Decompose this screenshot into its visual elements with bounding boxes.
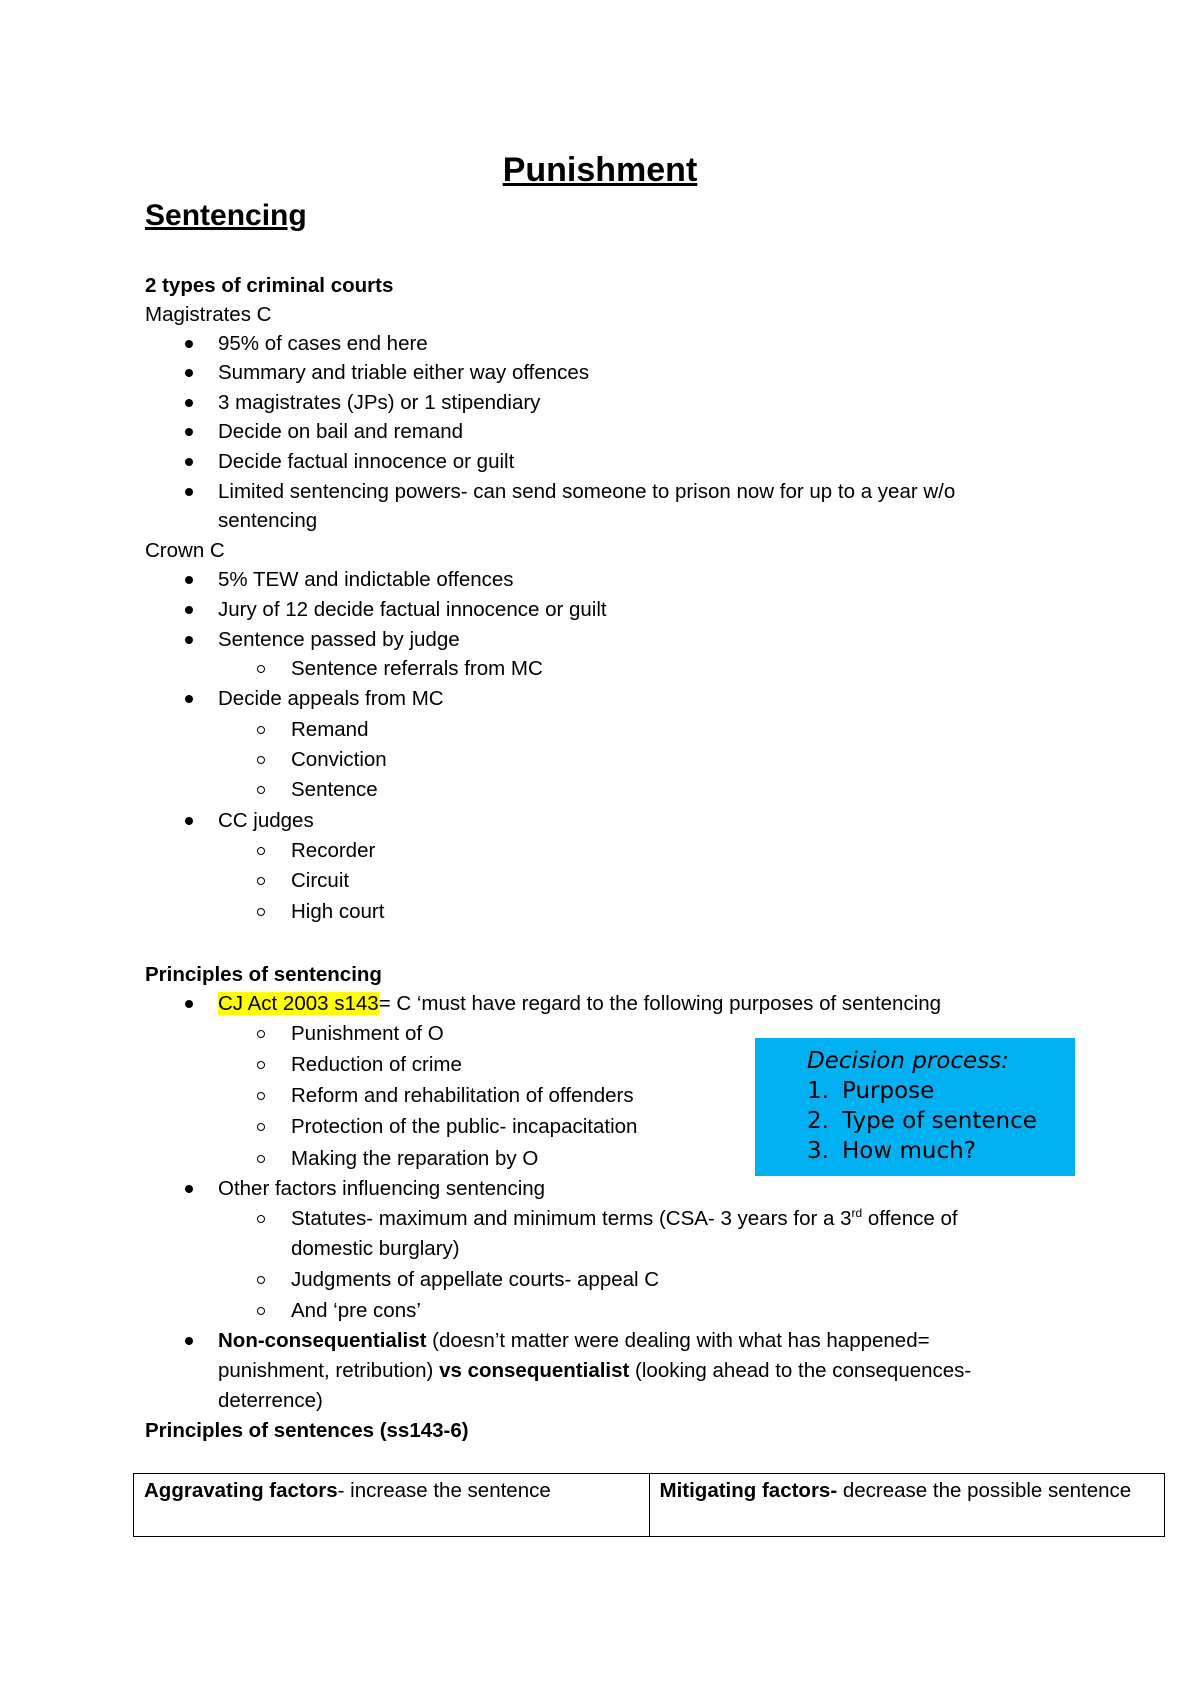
list-item: Summary and triable either way offences bbox=[218, 361, 590, 384]
continuation-text: punishment, retribution) bbox=[218, 1359, 440, 1382]
factors-table bbox=[133, 1473, 1165, 1537]
bullet-icon bbox=[185, 695, 193, 703]
bullet-icon bbox=[185, 340, 193, 348]
cj-act-text: = C ‘must have regard to the following purposes of sentencing bbox=[378, 992, 942, 1015]
bullet-icon bbox=[185, 1000, 193, 1008]
bullet-icon bbox=[185, 369, 193, 377]
sub-list-item: Punishment of O bbox=[291, 1022, 444, 1045]
statutes-text: Statutes- maximum and minimum terms (CSA- 3 years for a 3 bbox=[291, 1207, 852, 1230]
consequentialist-term: consequentialist bbox=[467, 1359, 630, 1382]
callout-title: Decision process: bbox=[807, 1048, 1009, 1074]
callout-item bbox=[807, 1106, 1075, 1136]
aggravating-text: - increase the sentence bbox=[337, 1479, 551, 1502]
callout-item bbox=[807, 1076, 1075, 1106]
sub-bullet-icon bbox=[257, 1123, 265, 1131]
list-item-continuation bbox=[218, 1356, 971, 1385]
bullet-icon bbox=[185, 1185, 193, 1193]
list-item: 5% TEW and indictable offences bbox=[218, 568, 514, 591]
mitigating-cell bbox=[649, 1474, 1165, 1537]
cj-act-highlight: CJ Act 2003 s143 bbox=[218, 992, 379, 1015]
sub-bullet-icon bbox=[257, 1215, 265, 1223]
list-item: Sentence passed by judge bbox=[218, 628, 460, 651]
sub-list-item: Circuit bbox=[291, 869, 350, 892]
list-item: Decide appeals from MC bbox=[218, 687, 444, 710]
sub-list-item: Remand bbox=[291, 718, 369, 741]
sub-bullet-icon bbox=[257, 665, 265, 673]
aggravating-cell bbox=[134, 1474, 650, 1537]
list-item-continuation: sentencing bbox=[218, 509, 318, 532]
list-item: 95% of cases end here bbox=[218, 332, 428, 355]
bullet-icon bbox=[185, 606, 193, 614]
callout-item-text: Type of sentence bbox=[842, 1108, 1037, 1134]
sub-list-item: And ‘pre cons’ bbox=[291, 1299, 421, 1322]
callout-item-number: 2. bbox=[807, 1108, 829, 1134]
sub-bullet-icon bbox=[257, 1276, 265, 1284]
bullet-icon bbox=[185, 488, 193, 496]
sub-list-item: Making the reparation by O bbox=[291, 1147, 539, 1170]
bullet-icon bbox=[185, 428, 193, 436]
bullet-icon bbox=[185, 458, 193, 466]
sub-bullet-icon bbox=[257, 877, 265, 885]
callout-item bbox=[807, 1136, 1075, 1166]
table-row bbox=[134, 1474, 1165, 1537]
principles-heading: Principles of sentencing bbox=[145, 963, 382, 986]
crown-label: Crown C bbox=[145, 539, 225, 562]
callout-item-number: 1. bbox=[807, 1078, 829, 1104]
sub-bullet-icon bbox=[257, 756, 265, 764]
sub-bullet-icon bbox=[257, 1307, 265, 1315]
bullet-icon bbox=[185, 576, 193, 584]
ordinal-superscript: rd bbox=[851, 1206, 863, 1221]
callout-item-text: How much? bbox=[842, 1138, 976, 1164]
sub-list-item: Recorder bbox=[291, 839, 376, 862]
page-title: Punishment bbox=[502, 151, 698, 189]
mitigating-text: decrease the possible sentence bbox=[837, 1479, 1132, 1502]
non-consequentialist-text: (doesn’t matter were dealing with what has happened= bbox=[426, 1329, 930, 1352]
sub-list-item: Sentence bbox=[291, 778, 378, 801]
sub-bullet-icon bbox=[257, 908, 265, 916]
sub-list-item: Protection of the public- incapacitation bbox=[291, 1115, 638, 1138]
list-item: Limited sentencing powers- can send someone to prison now for up to a year w/o bbox=[218, 480, 956, 503]
magistrates-label: Magistrates C bbox=[145, 303, 272, 326]
sub-bullet-icon bbox=[257, 726, 265, 734]
bullet-icon bbox=[185, 1337, 193, 1345]
list-item bbox=[218, 989, 941, 1018]
statutes-text-end: offence of bbox=[862, 1207, 958, 1230]
list-item: Decide on bail and remand bbox=[218, 420, 464, 443]
sub-bullet-icon bbox=[257, 1061, 265, 1069]
consequentialist-text: (looking ahead to the consequences- bbox=[629, 1359, 972, 1382]
vs-text: vs bbox=[439, 1359, 462, 1382]
callout-item-number: 3. bbox=[807, 1138, 829, 1164]
sub-bullet-icon bbox=[257, 786, 265, 794]
list-item: Decide factual innocence or guilt bbox=[218, 450, 515, 473]
sub-bullet-icon bbox=[257, 1030, 265, 1038]
sub-list-item: High court bbox=[291, 900, 385, 923]
mitigating-term: Mitigating factors- bbox=[659, 1479, 838, 1502]
list-item bbox=[218, 1326, 930, 1355]
bullet-icon bbox=[185, 636, 193, 644]
list-item-continuation: deterrence) bbox=[218, 1389, 323, 1412]
sub-bullet-icon bbox=[257, 1092, 265, 1100]
list-item: Other factors influencing sentencing bbox=[218, 1177, 546, 1200]
decision-process-callout bbox=[755, 1038, 1075, 1176]
sub-list-item: Reform and rehabilitation of offenders bbox=[291, 1084, 634, 1107]
sub-bullet-icon bbox=[257, 1155, 265, 1163]
list-item: 3 magistrates (JPs) or 1 stipendiary bbox=[218, 391, 541, 414]
sub-list-item bbox=[291, 1204, 958, 1233]
sub-bullet-icon bbox=[257, 847, 265, 855]
non-consequentialist-term: Non-consequentialist bbox=[218, 1329, 427, 1352]
sub-list-item-continuation: domestic burglary) bbox=[291, 1237, 460, 1260]
sub-list-item: Conviction bbox=[291, 748, 387, 771]
sub-list-item: Reduction of crime bbox=[291, 1053, 462, 1076]
section-heading: Sentencing bbox=[145, 199, 307, 232]
bullet-icon bbox=[185, 817, 193, 825]
callout-item-text: Purpose bbox=[842, 1078, 935, 1104]
bullet-icon bbox=[185, 399, 193, 407]
list-item: Jury of 12 decide factual innocence or guilt bbox=[218, 598, 607, 621]
sub-list-item: Sentence referrals from MC bbox=[291, 657, 543, 680]
courts-heading: 2 types of criminal courts bbox=[145, 274, 394, 297]
aggravating-term: Aggravating factors bbox=[144, 1479, 338, 1502]
sentences-heading: Principles of sentences (ss143-6) bbox=[145, 1419, 469, 1442]
sub-list-item: Judgments of appellate courts- appeal C bbox=[291, 1268, 660, 1291]
list-item: CC judges bbox=[218, 809, 314, 832]
